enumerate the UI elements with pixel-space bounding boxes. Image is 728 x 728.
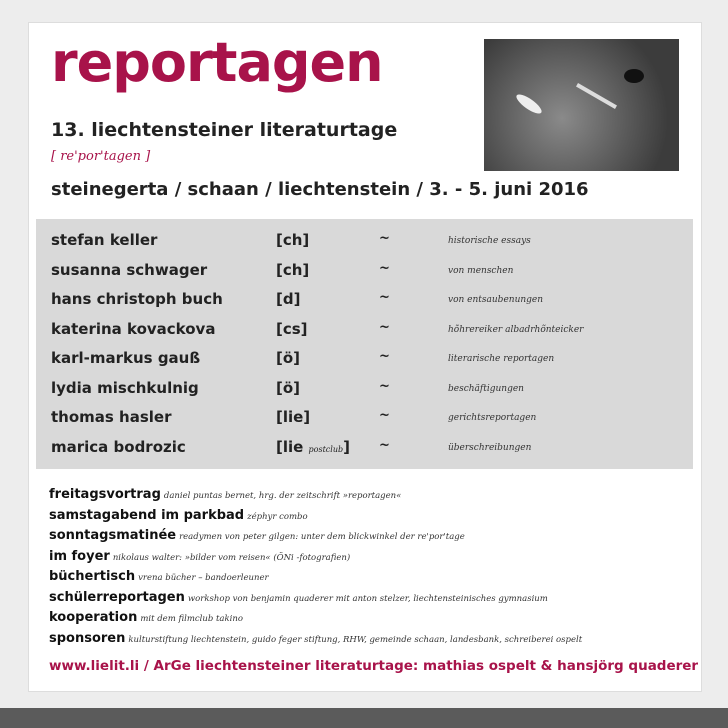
program-item [49,565,582,586]
tilde: ~ [379,260,390,276]
program-text: daniel puntas bernet, hrg. der zeitschrift »reportagen« [163,491,402,501]
author-name: susanna schwager [51,260,208,279]
program-label: schülerreportagen [49,589,185,605]
program-item [49,483,582,504]
author-country: [ö] [276,349,301,367]
program-label: samstagabend im parkbad [49,507,245,523]
tilde: ~ [379,408,390,423]
author-row [36,318,693,347]
author-row [36,377,693,406]
program-text: workshop von benjamin quaderer mit anton stelzer, liechtensteinisches gymnasium [187,593,548,604]
tilde: ~ [379,378,390,394]
poster [28,22,702,692]
author-country: [lie] [276,408,311,426]
program-label: büchertisch [49,569,136,584]
author-name: katerina kovackova [51,319,216,338]
author-row [36,347,693,376]
author-row [36,406,693,435]
author-topic: von menschen [448,265,514,276]
program-text: kulturstiftung liechtenstein, guido feger stiftung, RHW, gemeinde schaan, landesbank, schreiberei ospelt [128,634,583,645]
tilde: ~ [379,349,390,364]
author-name: hans christoph buch [51,290,223,308]
program-text: mit dem filmclub takino [140,614,243,624]
program-item [49,524,582,545]
program-item [49,586,582,607]
tilde: ~ [379,290,390,305]
author-row [36,229,693,258]
bottom-bar [0,708,728,728]
tilde: ~ [379,231,390,246]
program-label: sonntagsmatinée [49,528,177,543]
program-text: zéphyr combo [247,511,308,522]
program-item [49,504,582,525]
program-item [49,606,582,627]
country-note: postclub [308,444,344,454]
program-label: kooperation [49,610,138,625]
program-label: im foyer [49,548,110,564]
author-topic: von entsaubenungen [448,295,544,305]
author-name: thomas hasler [51,408,172,426]
program-list [49,483,582,647]
tilde: ~ [379,319,390,335]
author-country: [lie postclub] [276,437,350,456]
author-topic: historische essays [448,236,531,246]
phonetic: [ re'por'tagen ] [51,149,151,164]
author-topic: gerichtsreportagen [448,413,537,423]
author-country: [d] [276,290,301,308]
program-text: vrena bücher – bandoerleuner [138,573,269,583]
program-item [49,545,582,566]
program-label: freitagsvortrag [49,487,161,502]
program-text: readymen von peter gilgen: unter dem blickwinkel der re'por'tage [179,532,465,542]
author-topic: beschäftigungen [448,383,524,394]
author-row [36,436,693,465]
subtitle: 13. liechtensteiner literaturtage [51,119,398,141]
authors-box [36,219,693,469]
footer: www.lielit.li / ArGe liechtensteiner literaturtage: mathias ospelt & hansjörg quaderer [49,658,699,674]
author-row [36,288,693,317]
poster-title: reportagen [51,31,383,94]
author-name: marica bodrozic [51,437,186,456]
author-country: [ö] [276,378,301,397]
author-topic: hõhrereiker albadrhõnteicker [448,324,584,335]
program-text: nikolaus walter: »bilder vom reisen« (ÖNi -fotografien) [112,552,351,563]
program-item [49,627,582,648]
author-topic: überschreibungen [448,442,532,453]
tilde: ~ [379,437,390,453]
photo [484,39,679,171]
author-country: [ch] [276,231,310,249]
author-name: stefan keller [51,231,158,249]
author-topic: literarische reportagen [448,354,555,364]
author-country: [cs] [276,319,308,338]
author-name: karl-markus gauß [51,349,201,367]
author-country: [ch] [276,260,310,279]
author-row [36,259,693,288]
location: steinegerta / schaan / liechtenstein / 3. - 5. juni 2016 [51,179,589,200]
program-label: sponsoren [49,630,126,646]
author-name: lydia mischkulnig [51,378,199,397]
